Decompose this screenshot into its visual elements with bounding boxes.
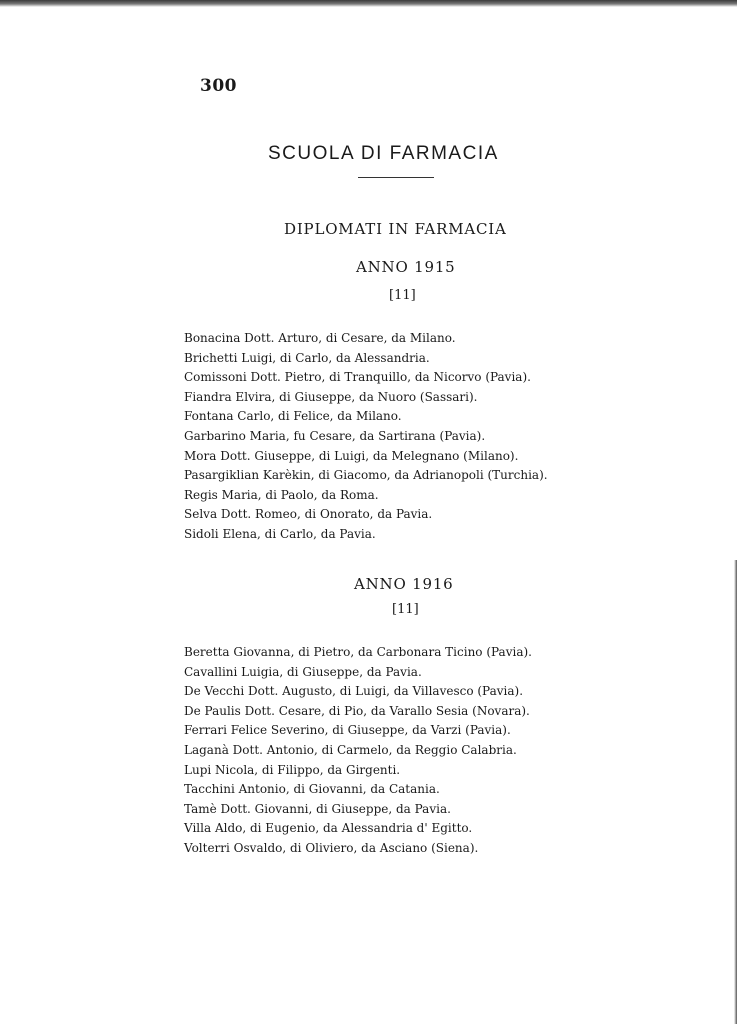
list-item: Lupi Nicola, di Filippo, da Girgenti. <box>184 762 401 777</box>
page-number: 300 <box>200 76 237 96</box>
list-item: Fontana Carlo, di Felice, da Milano. <box>184 409 402 424</box>
list-item: Brichetti Luigi, di Carlo, da Alessandria. <box>184 350 430 365</box>
year-heading-1915: ANNO 1915 <box>356 258 456 276</box>
list-item: De Paulis Dott. Cesare, di Pio, da Varallo Sesia (Novara). <box>184 703 530 718</box>
list-item: Bonacina Dott. Arturo, di Cesare, da Milano. <box>184 331 456 345</box>
graduate-count-1916: [11] <box>392 602 419 617</box>
section-subtitle: DIPLOMATI IN FARMACIA <box>284 220 507 238</box>
list-item: Pasargiklian Karèkin, di Giacomo, da Adrianopoli (Turchia). <box>184 468 548 483</box>
list-item: Regis Maria, di Paolo, da Roma. <box>184 487 379 502</box>
list-item: Comissoni Dott. Pietro, di Tranquillo, da Nicorvo (Pavia). <box>184 370 531 385</box>
page-title: SCUOLA DI FARMACIA <box>268 143 499 164</box>
list-item: De Vecchi Dott. Augusto, di Luigi, da Villavesco (Pavia). <box>184 684 524 699</box>
list-item: Villa Aldo, di Eugenio, da Alessandria d' Egitto. <box>184 821 473 836</box>
list-item: Tamè Dott. Giovanni, di Giuseppe, da Pavia. <box>184 801 451 816</box>
list-item: Volterri Osvaldo, di Oliviero, da Asciano (Siena). <box>184 840 479 855</box>
title-divider <box>358 177 434 178</box>
list-item: Fiandra Elvira, di Giuseppe, da Nuoro (Sassari). <box>184 389 478 404</box>
scan-top-edge <box>0 0 737 7</box>
graduate-list-1916 <box>184 643 532 859</box>
list-item: Sidoli Elena, di Carlo, da Pavia. <box>184 526 376 541</box>
graduate-count-1915: [11] <box>389 288 416 303</box>
list-item: Beretta Giovanna, di Pietro, da Carbonara Ticino (Pavia). <box>184 645 532 659</box>
list-item: Garbarino Maria, fu Cesare, da Sartirana (Pavia). <box>184 428 486 443</box>
graduate-list-1915 <box>184 329 548 545</box>
year-heading-1916: ANNO 1916 <box>354 575 454 593</box>
list-item: Selva Dott. Romeo, di Onorato, da Pavia. <box>184 507 433 522</box>
list-item: Cavallini Luigia, di Giuseppe, da Pavia. <box>184 664 422 679</box>
list-item: Laganà Dott. Antonio, di Carmelo, da Reggio Calabria. <box>184 742 517 757</box>
list-item: Ferrari Felice Severino, di Giuseppe, da Varzi (Pavia). <box>184 723 511 738</box>
list-item: Tacchini Antonio, di Giovanni, da Catania. <box>184 782 440 797</box>
list-item: Mora Dott. Giuseppe, di Luigi, da Melegnano (Milano). <box>184 448 519 463</box>
